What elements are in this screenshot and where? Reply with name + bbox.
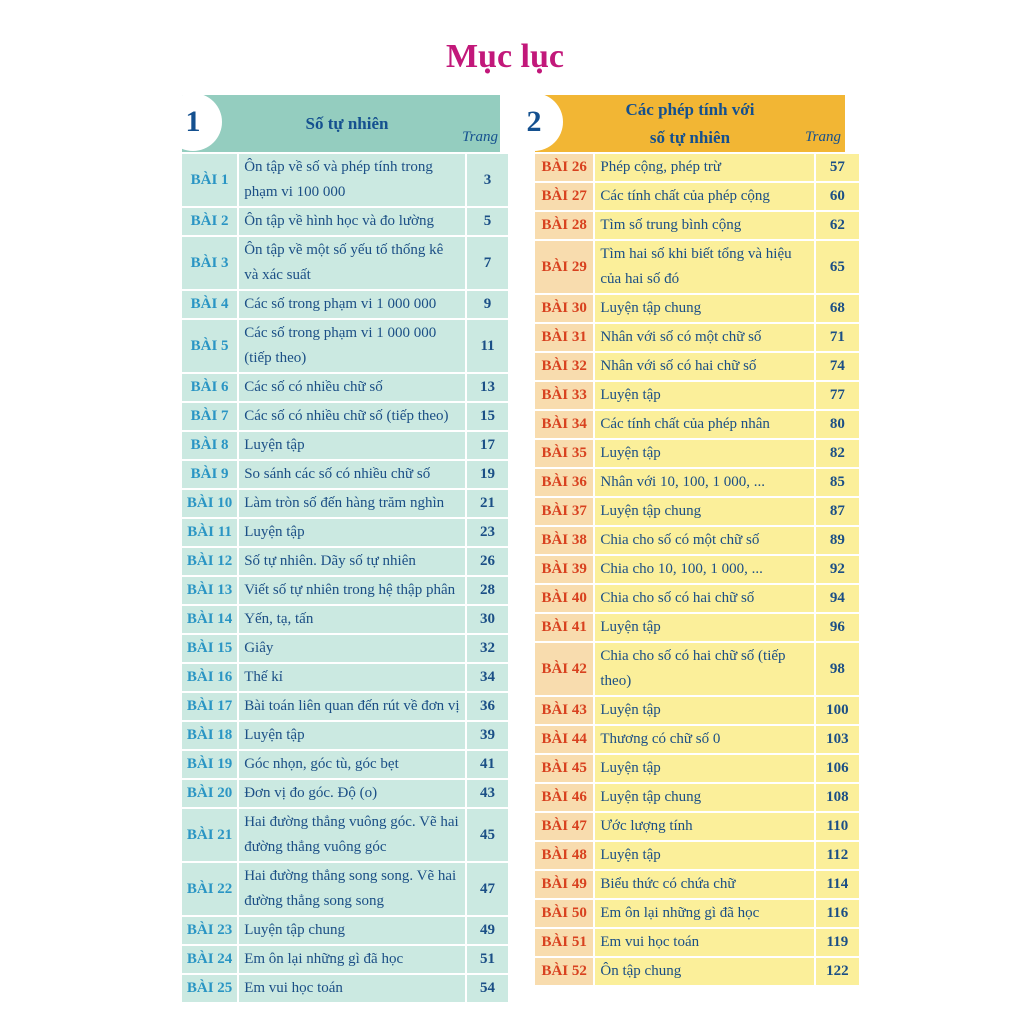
lesson-number: BÀI 13: [182, 577, 237, 604]
lesson-title: Hai đường thẳng vuông góc. Vẽ hai đường thẳng vuông góc: [239, 809, 465, 861]
section-number: 2: [505, 93, 563, 151]
lesson-row[interactable]: [535, 295, 859, 322]
lesson-number: BÀI 32: [535, 353, 593, 380]
lesson-page: 13: [467, 374, 508, 401]
lesson-row[interactable]: [535, 440, 859, 467]
lesson-page: 9: [467, 291, 508, 318]
lesson-row[interactable]: [182, 664, 508, 691]
lesson-row[interactable]: [182, 751, 508, 778]
section-1: [172, 95, 502, 1004]
lesson-number: BÀI 20: [182, 780, 237, 807]
lesson-title: Luyện tập: [595, 382, 813, 409]
lesson-page: 106: [816, 755, 859, 782]
lesson-number: BÀI 23: [182, 917, 237, 944]
lesson-title: Các số trong phạm vi 1 000 000 (tiếp theo): [239, 320, 465, 372]
section-title-line: Số tự nhiên: [305, 113, 389, 133]
lesson-row[interactable]: [535, 643, 859, 695]
lesson-number: BÀI 14: [182, 606, 237, 633]
lesson-page: 36: [467, 693, 508, 720]
lesson-number: BÀI 21: [182, 809, 237, 861]
lesson-row[interactable]: [182, 291, 508, 318]
lesson-number: BÀI 51: [535, 929, 593, 956]
lesson-title: Luyện tập: [595, 755, 813, 782]
page-column-header: Trang: [462, 129, 498, 145]
lesson-row[interactable]: [182, 461, 508, 488]
lesson-title: Luyện tập: [239, 519, 465, 546]
lesson-title: Tìm hai số khi biết tổng và hiệu của hai số đó: [595, 241, 813, 293]
lesson-row[interactable]: [182, 946, 508, 973]
lesson-number: BÀI 49: [535, 871, 593, 898]
lesson-row[interactable]: [535, 556, 859, 583]
lesson-page: 26: [467, 548, 508, 575]
lesson-number: BÀI 52: [535, 958, 593, 985]
lesson-row[interactable]: [535, 614, 859, 641]
lesson-number: BÀI 28: [535, 212, 593, 239]
lesson-number: BÀI 27: [535, 183, 593, 210]
lesson-number: BÀI 6: [182, 374, 237, 401]
lesson-row[interactable]: [182, 863, 508, 915]
lesson-row[interactable]: [182, 490, 508, 517]
lesson-page: 80: [816, 411, 859, 438]
lesson-page: 98: [816, 643, 859, 695]
lesson-row[interactable]: [182, 154, 508, 206]
lesson-number: BÀI 1: [182, 154, 237, 206]
lesson-number: BÀI 47: [535, 813, 593, 840]
lesson-title: Luyện tập: [239, 432, 465, 459]
lesson-number: BÀI 18: [182, 722, 237, 749]
lesson-title: Các số trong phạm vi 1 000 000: [239, 291, 465, 318]
lesson-title: Viết số tự nhiên trong hệ thập phân: [239, 577, 465, 604]
lesson-page: 30: [467, 606, 508, 633]
lesson-number: BÀI 9: [182, 461, 237, 488]
lesson-title: Luyện tập chung: [595, 295, 813, 322]
lesson-page: 41: [467, 751, 508, 778]
lesson-page: 96: [816, 614, 859, 641]
section-header: [172, 95, 502, 152]
lesson-title: Góc nhọn, góc tù, góc bẹt: [239, 751, 465, 778]
lesson-row[interactable]: [535, 469, 859, 496]
lesson-page: 85: [816, 469, 859, 496]
lesson-page: 17: [467, 432, 508, 459]
lesson-row[interactable]: [535, 527, 859, 554]
lesson-title: Luyện tập: [239, 722, 465, 749]
lesson-title: Em ôn lại những gì đã học: [595, 900, 813, 927]
lesson-title: Luyện tập: [595, 614, 813, 641]
section-title-line: số tự nhiên: [649, 127, 731, 147]
lesson-row[interactable]: [535, 842, 859, 869]
lesson-page: 110: [816, 813, 859, 840]
lesson-row[interactable]: [182, 403, 508, 430]
lesson-row[interactable]: [182, 519, 508, 546]
lesson-row[interactable]: [182, 975, 508, 1002]
lesson-row[interactable]: [535, 813, 859, 840]
lesson-row[interactable]: [182, 577, 508, 604]
lesson-row[interactable]: [182, 809, 508, 861]
lesson-number: BÀI 4: [182, 291, 237, 318]
lesson-page: 92: [816, 556, 859, 583]
lesson-number: BÀI 16: [182, 664, 237, 691]
lesson-title: Các tính chất của phép cộng: [595, 183, 813, 210]
lesson-page: 60: [816, 183, 859, 210]
lesson-row[interactable]: [535, 726, 859, 753]
section-number: 1: [164, 93, 222, 151]
lesson-title: Luyện tập: [595, 842, 813, 869]
lesson-row[interactable]: [182, 374, 508, 401]
lesson-row[interactable]: [535, 498, 859, 525]
lesson-row[interactable]: [535, 585, 859, 612]
lesson-page: 28: [467, 577, 508, 604]
lesson-title: Ôn tập về một số yếu tố thống kê và xác suất: [239, 237, 465, 289]
lesson-title: Các số có nhiều chữ số: [239, 374, 465, 401]
lesson-title: Hai đường thẳng song song. Vẽ hai đường thẳng song song: [239, 863, 465, 915]
lesson-title: Luyện tập chung: [595, 498, 813, 525]
lesson-row[interactable]: [535, 900, 859, 927]
section-title: [232, 95, 462, 152]
lesson-number: BÀI 3: [182, 237, 237, 289]
lesson-number: BÀI 26: [535, 154, 593, 181]
lesson-row[interactable]: [535, 411, 859, 438]
lesson-table: [180, 152, 510, 1004]
lesson-title: Nhân với số có một chữ số: [595, 324, 813, 351]
lesson-page: 62: [816, 212, 859, 239]
lesson-title: Em vui học toán: [239, 975, 465, 1002]
lesson-number: BÀI 25: [182, 975, 237, 1002]
section-title: [575, 95, 805, 152]
lesson-number: BÀI 33: [535, 382, 593, 409]
lesson-title: Phép cộng, phép trừ: [595, 154, 813, 181]
lesson-number: BÀI 46: [535, 784, 593, 811]
lesson-row[interactable]: [535, 784, 859, 811]
lesson-title: Em vui học toán: [595, 929, 813, 956]
lesson-number: BÀI 8: [182, 432, 237, 459]
lesson-title: Đơn vị đo góc. Độ (o): [239, 780, 465, 807]
lesson-title: Các tính chất của phép nhân: [595, 411, 813, 438]
lesson-page: 119: [816, 929, 859, 956]
lesson-title: Luyện tập: [595, 697, 813, 724]
lesson-title: So sánh các số có nhiều chữ số: [239, 461, 465, 488]
lesson-page: 54: [467, 975, 508, 1002]
lesson-page: 21: [467, 490, 508, 517]
lesson-number: BÀI 39: [535, 556, 593, 583]
lesson-page: 11: [467, 320, 508, 372]
lesson-title: Thế kỉ: [239, 664, 465, 691]
lesson-number: BÀI 31: [535, 324, 593, 351]
lesson-page: 47: [467, 863, 508, 915]
lesson-title: Ước lượng tính: [595, 813, 813, 840]
lesson-number: BÀI 48: [535, 842, 593, 869]
lesson-row[interactable]: [535, 241, 859, 293]
lesson-row[interactable]: [182, 208, 508, 235]
lesson-number: BÀI 44: [535, 726, 593, 753]
lesson-page: 45: [467, 809, 508, 861]
lesson-page: 49: [467, 917, 508, 944]
lesson-row[interactable]: [182, 320, 508, 372]
lesson-title: Chia cho số có hai chữ số (tiếp theo): [595, 643, 813, 695]
lesson-number: BÀI 50: [535, 900, 593, 927]
lesson-page: 94: [816, 585, 859, 612]
lesson-page: 3: [467, 154, 508, 206]
lesson-title: Làm tròn số đến hàng trăm nghìn: [239, 490, 465, 517]
lesson-title: Số tự nhiên. Dãy số tự nhiên: [239, 548, 465, 575]
lesson-number: BÀI 38: [535, 527, 593, 554]
lesson-page: 32: [467, 635, 508, 662]
lesson-row[interactable]: [535, 353, 859, 380]
lesson-row[interactable]: [182, 917, 508, 944]
lesson-title: Ôn tập về hình học và đo lường: [239, 208, 465, 235]
lesson-number: BÀI 36: [535, 469, 593, 496]
lesson-number: BÀI 24: [182, 946, 237, 973]
lesson-page: 7: [467, 237, 508, 289]
lesson-number: BÀI 41: [535, 614, 593, 641]
lesson-page: 5: [467, 208, 508, 235]
lesson-row[interactable]: [535, 871, 859, 898]
lesson-page: 116: [816, 900, 859, 927]
lesson-title: Ôn tập chung: [595, 958, 813, 985]
lesson-number: BÀI 7: [182, 403, 237, 430]
lesson-row[interactable]: [182, 606, 508, 633]
lesson-title: Chia cho 10, 100, 1 000, ...: [595, 556, 813, 583]
lesson-number: BÀI 11: [182, 519, 237, 546]
lesson-page: 39: [467, 722, 508, 749]
lesson-row[interactable]: [535, 154, 859, 181]
lesson-number: BÀI 42: [535, 643, 593, 695]
page-title: Mục lục: [445, 38, 565, 75]
lesson-number: BÀI 5: [182, 320, 237, 372]
section-title-line: Các phép tính với: [625, 99, 755, 119]
lesson-page: 51: [467, 946, 508, 973]
lesson-title: Luyện tập: [595, 440, 813, 467]
lesson-title: Nhân với số có hai chữ số: [595, 353, 813, 380]
page-column-header: Trang: [805, 129, 841, 145]
lesson-page: 34: [467, 664, 508, 691]
lesson-number: BÀI 40: [535, 585, 593, 612]
lesson-row[interactable]: [535, 183, 859, 210]
lesson-title: Chia cho số có hai chữ số: [595, 585, 813, 612]
lesson-title: Luyện tập chung: [595, 784, 813, 811]
lesson-page: 23: [467, 519, 508, 546]
lesson-row[interactable]: [535, 324, 859, 351]
lesson-page: 108: [816, 784, 859, 811]
lesson-row[interactable]: [182, 722, 508, 749]
lesson-row[interactable]: [182, 548, 508, 575]
lesson-number: BÀI 43: [535, 697, 593, 724]
lesson-row[interactable]: [535, 929, 859, 956]
lesson-number: BÀI 17: [182, 693, 237, 720]
lesson-row[interactable]: [182, 635, 508, 662]
lesson-number: BÀI 15: [182, 635, 237, 662]
lesson-page: 68: [816, 295, 859, 322]
lesson-number: BÀI 29: [535, 241, 593, 293]
lesson-title: Chia cho số có một chữ số: [595, 527, 813, 554]
lesson-title: Yến, tạ, tấn: [239, 606, 465, 633]
lesson-number: BÀI 30: [535, 295, 593, 322]
lesson-number: BÀI 35: [535, 440, 593, 467]
lesson-row[interactable]: [535, 958, 859, 985]
lesson-page: 43: [467, 780, 508, 807]
lesson-page: 57: [816, 154, 859, 181]
lesson-row[interactable]: [182, 693, 508, 720]
lesson-page: 77: [816, 382, 859, 409]
lesson-number: BÀI 19: [182, 751, 237, 778]
lesson-title: Em ôn lại những gì đã học: [239, 946, 465, 973]
section-header: [515, 95, 845, 152]
lesson-page: 87: [816, 498, 859, 525]
lesson-page: 100: [816, 697, 859, 724]
lesson-row[interactable]: [182, 237, 508, 289]
lesson-number: BÀI 12: [182, 548, 237, 575]
lesson-title: Ôn tập về số và phép tính trong phạm vi 100 000: [239, 154, 465, 206]
lesson-page: 65: [816, 241, 859, 293]
lesson-title: Bài toán liên quan đến rút về đơn vị: [239, 693, 465, 720]
lesson-page: 74: [816, 353, 859, 380]
lesson-row[interactable]: [535, 212, 859, 239]
lesson-page: 15: [467, 403, 508, 430]
lesson-row[interactable]: [535, 382, 859, 409]
lesson-title: Các số có nhiều chữ số (tiếp theo): [239, 403, 465, 430]
lesson-title: Nhân với 10, 100, 1 000, ...: [595, 469, 813, 496]
lesson-number: BÀI 10: [182, 490, 237, 517]
lesson-title: Thương có chữ số 0: [595, 726, 813, 753]
lesson-page: 19: [467, 461, 508, 488]
lesson-page: 103: [816, 726, 859, 753]
lesson-title: Biểu thức có chứa chữ: [595, 871, 813, 898]
lesson-page: 122: [816, 958, 859, 985]
lesson-row[interactable]: [535, 697, 859, 724]
lesson-page: 89: [816, 527, 859, 554]
lesson-page: 82: [816, 440, 859, 467]
lesson-number: BÀI 34: [535, 411, 593, 438]
lesson-page: 71: [816, 324, 859, 351]
lesson-number: BÀI 2: [182, 208, 237, 235]
lesson-row[interactable]: [182, 432, 508, 459]
lesson-number: BÀI 22: [182, 863, 237, 915]
lesson-title: Giây: [239, 635, 465, 662]
lesson-row[interactable]: [535, 755, 859, 782]
lesson-title: Luyện tập chung: [239, 917, 465, 944]
lesson-row[interactable]: [182, 780, 508, 807]
section-2: [515, 95, 849, 987]
lesson-table: [533, 152, 861, 987]
lesson-page: 112: [816, 842, 859, 869]
lesson-page: 114: [816, 871, 859, 898]
lesson-title: Tìm số trung bình cộng: [595, 212, 813, 239]
lesson-number: BÀI 45: [535, 755, 593, 782]
lesson-number: BÀI 37: [535, 498, 593, 525]
